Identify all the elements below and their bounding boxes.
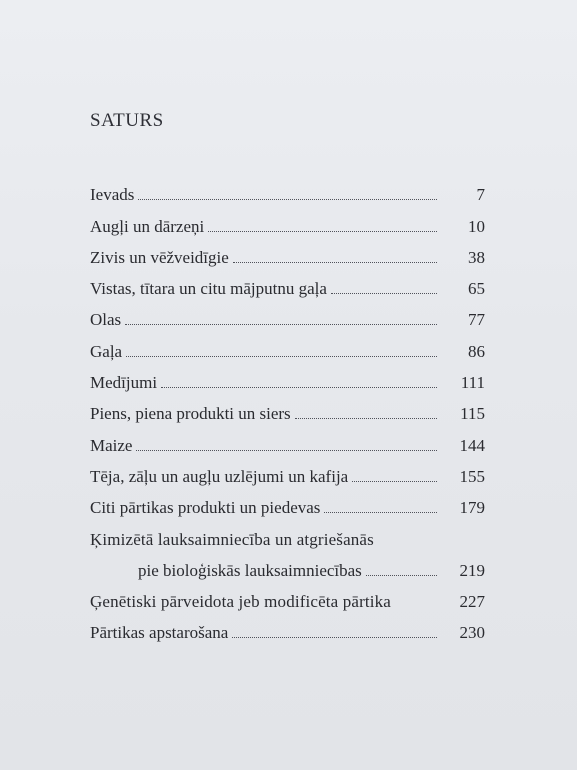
toc-entry-label: Piens, piena produkti un siers bbox=[90, 404, 291, 424]
toc-entry-page: 144 bbox=[459, 435, 485, 455]
toc-entry bbox=[90, 518, 485, 549]
toc-entry-label: Vistas, tītara un citu mājputnu gaļa bbox=[90, 279, 327, 299]
dot-leader bbox=[125, 323, 437, 325]
dot-leader bbox=[136, 449, 437, 451]
dot-leader bbox=[233, 261, 437, 263]
dot-leader bbox=[138, 198, 437, 200]
toc-entry-page: 65 bbox=[468, 279, 485, 299]
toc-entry-label: Gaļa bbox=[90, 341, 123, 361]
toc-entry-page: 115 bbox=[460, 404, 485, 424]
toc-entry-page: 77 bbox=[468, 310, 485, 330]
dot-leader bbox=[352, 480, 437, 482]
dot-leader bbox=[208, 230, 437, 232]
toc-entry-label: Citi pārtikas produkti un piedevas bbox=[90, 498, 321, 518]
toc-entry bbox=[90, 330, 485, 361]
toc-entry-label: Ķimizētā lauksaimniecība un atgriešanās bbox=[90, 529, 374, 549]
dot-leader bbox=[324, 511, 437, 513]
toc-entry-page: 10 bbox=[468, 216, 485, 236]
toc-entry-continuation bbox=[90, 550, 485, 581]
toc-entry-label: Augļi un dārzeņi bbox=[90, 216, 205, 236]
toc-entry-label: Ģenētiski pārveidota jeb modificēta pārtika bbox=[90, 592, 392, 612]
dot-leader bbox=[232, 636, 437, 638]
dot-leader bbox=[126, 355, 437, 357]
toc-entry-page: 179 bbox=[459, 498, 485, 518]
toc-entry bbox=[90, 424, 485, 455]
toc-entry bbox=[90, 174, 485, 205]
toc-entry-label: Maize bbox=[90, 435, 133, 455]
toc-entry bbox=[90, 299, 485, 330]
table-of-contents bbox=[90, 174, 485, 643]
toc-entry bbox=[90, 393, 485, 424]
toc-entry bbox=[90, 612, 485, 643]
toc-entry-page: 7 bbox=[476, 185, 485, 205]
toc-entry-page: 155 bbox=[459, 466, 485, 486]
toc-entry-page: 227 bbox=[459, 592, 485, 612]
toc-entry-label: Olas bbox=[90, 310, 122, 330]
toc-entry bbox=[90, 268, 485, 299]
toc-entry-page: 38 bbox=[468, 247, 485, 267]
page-title: SATURS bbox=[90, 110, 164, 131]
toc-entry-page: 230 bbox=[459, 623, 485, 643]
toc-entry-label: Pārtikas apstarošana bbox=[90, 623, 229, 643]
toc-entry-page: 86 bbox=[468, 341, 485, 361]
toc-entry-label: Medījumi bbox=[90, 373, 158, 393]
toc-entry bbox=[90, 237, 485, 268]
toc-entry-label: Ievads bbox=[90, 185, 135, 205]
dot-leader bbox=[331, 292, 437, 294]
toc-entry bbox=[90, 487, 485, 518]
toc-entry-label: Tēja, zāļu un augļu uzlējumi un kafija bbox=[90, 466, 349, 486]
dot-leader bbox=[295, 417, 437, 419]
toc-entry-page: 219 bbox=[459, 560, 485, 580]
toc-entry bbox=[90, 362, 485, 393]
toc-entry bbox=[90, 205, 485, 236]
dot-leader bbox=[161, 386, 437, 388]
toc-entry-label: Zivis un vēžveidīgie bbox=[90, 247, 229, 267]
toc-entry bbox=[90, 456, 485, 487]
toc-entry bbox=[90, 581, 485, 612]
toc-entry-page: 111 bbox=[460, 373, 485, 393]
toc-entry-label: pie bioloģiskās lauksaimniecības bbox=[138, 560, 362, 580]
dot-leader bbox=[366, 574, 437, 576]
